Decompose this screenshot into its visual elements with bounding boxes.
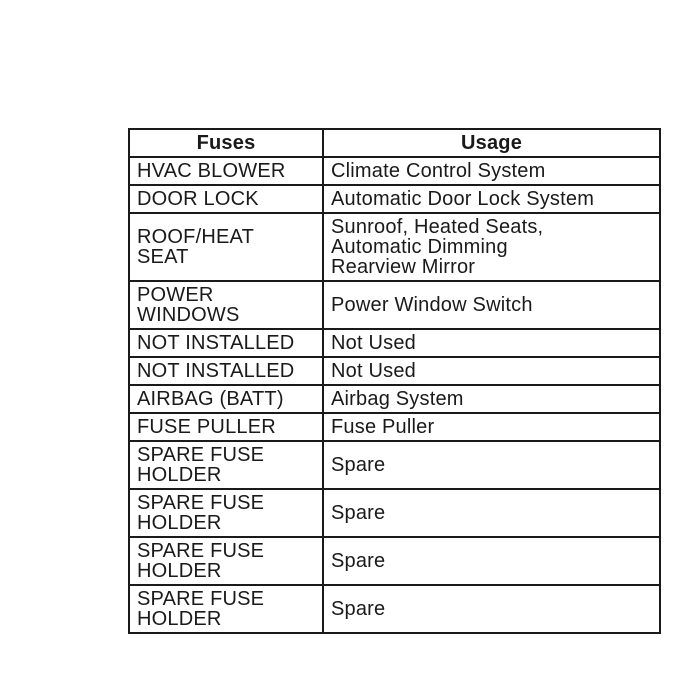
usage-cell: Automatic Door Lock System <box>323 185 660 213</box>
table-row <box>129 489 660 537</box>
fuse-cell: DOOR LOCK <box>129 185 323 213</box>
table-row <box>129 441 660 489</box>
fuse-cell: SPARE FUSE HOLDER <box>129 537 323 585</box>
table-row <box>129 537 660 585</box>
fuse-cell: NOT INSTALLED <box>129 329 323 357</box>
usage-cell: Sunroof, Heated Seats, Automatic Dimming Rearview Mirror <box>323 213 660 281</box>
fuse-cell: SPARE FUSE HOLDER <box>129 489 323 537</box>
table-row <box>129 213 660 281</box>
fuse-cell: FUSE PULLER <box>129 413 323 441</box>
usage-cell: Power Window Switch <box>323 281 660 329</box>
table-row <box>129 329 660 357</box>
usage-cell: Fuse Puller <box>323 413 660 441</box>
usage-cell: Airbag System <box>323 385 660 413</box>
table-row <box>129 585 660 633</box>
usage-cell: Not Used <box>323 329 660 357</box>
fuse-cell: HVAC BLOWER <box>129 157 323 185</box>
table-row <box>129 185 660 213</box>
usage-column-header: Usage <box>323 129 660 157</box>
fuse-cell: NOT INSTALLED <box>129 357 323 385</box>
usage-cell: Not Used <box>323 357 660 385</box>
fuses-column-header: Fuses <box>129 129 323 157</box>
usage-cell: Spare <box>323 441 660 489</box>
usage-cell: Climate Control System <box>323 157 660 185</box>
fuse-cell: SPARE FUSE HOLDER <box>129 441 323 489</box>
fuse-cell: AIRBAG (BATT) <box>129 385 323 413</box>
fuse-cell: POWER WINDOWS <box>129 281 323 329</box>
usage-cell: Spare <box>323 489 660 537</box>
table-row <box>129 385 660 413</box>
fuse-cell: ROOF/HEAT SEAT <box>129 213 323 281</box>
usage-cell: Spare <box>323 585 660 633</box>
fuse-usage-table <box>128 128 661 634</box>
table-header-row <box>129 129 660 157</box>
fuse-cell: SPARE FUSE HOLDER <box>129 585 323 633</box>
usage-cell: Spare <box>323 537 660 585</box>
table-row <box>129 357 660 385</box>
table-row <box>129 281 660 329</box>
table-row <box>129 413 660 441</box>
table-row <box>129 157 660 185</box>
